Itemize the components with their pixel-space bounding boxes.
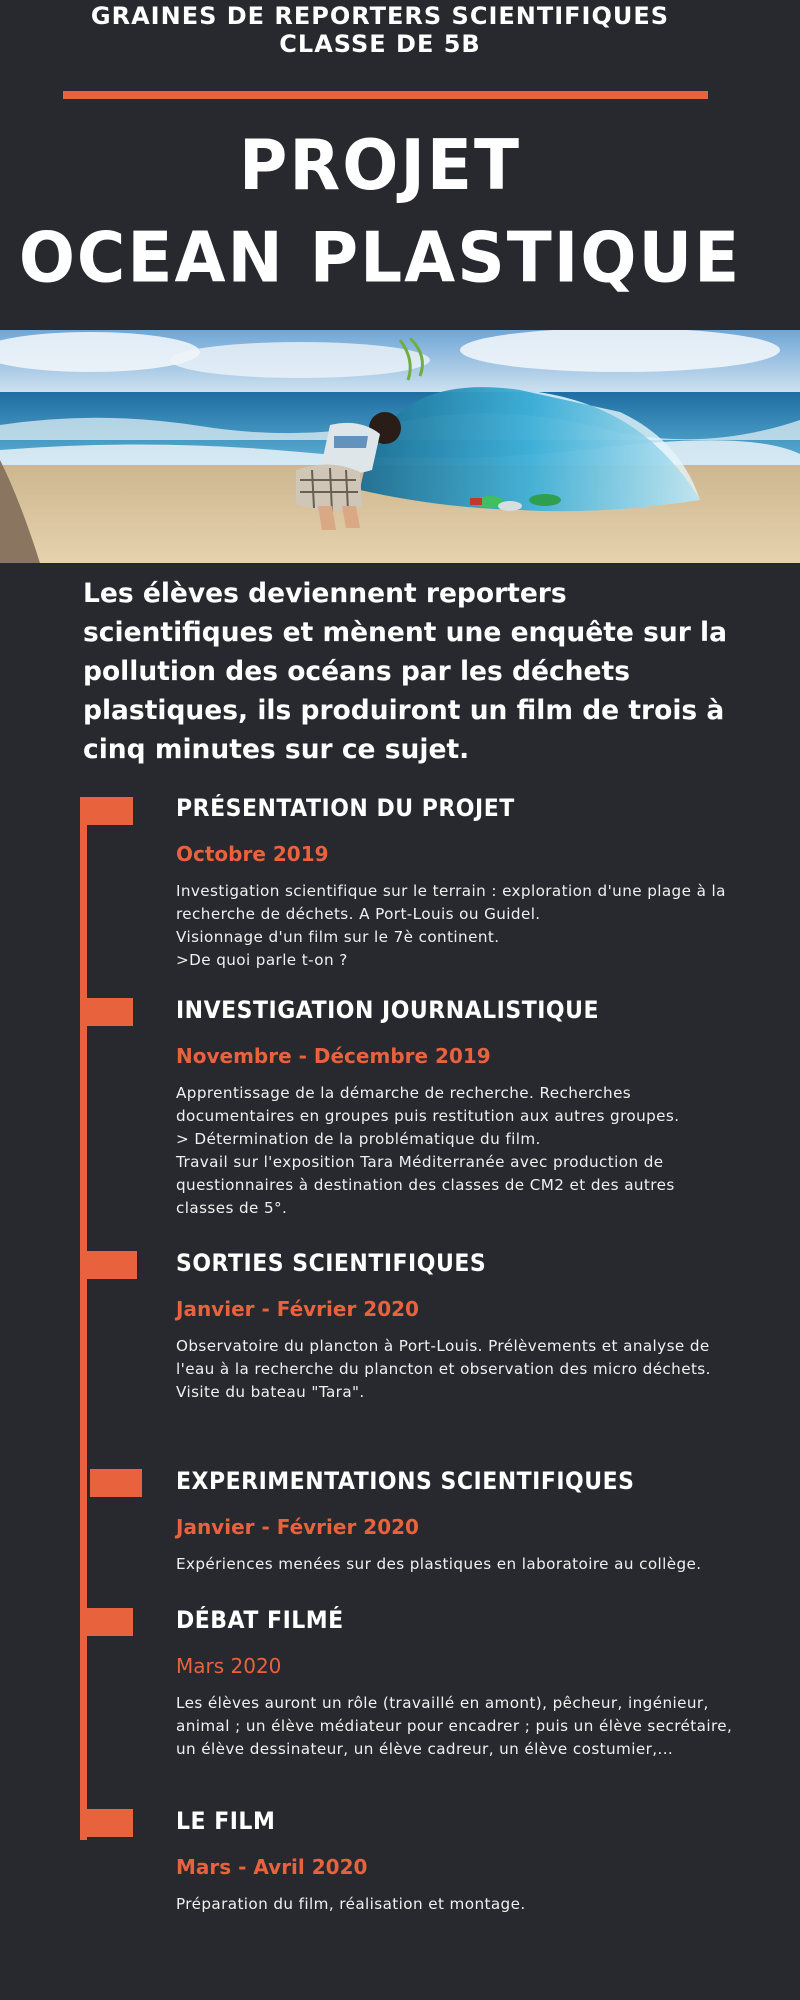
timeline-marker-3 (80, 1251, 137, 1279)
section-film (176, 1807, 736, 1916)
section-date: Mars 2020 (176, 1654, 282, 1678)
section-title: EXPERIMENTATIONS SCIENTIFIQUES (176, 1468, 635, 1496)
timeline-marker-1 (80, 797, 133, 825)
section-date: Janvier - Février 2020 (176, 1515, 419, 1539)
section-title: DÉBAT FILMÉ (176, 1607, 344, 1635)
section-line: > Détermination de la problématique du film. (176, 1130, 541, 1148)
section-date: Octobre 2019 (176, 842, 329, 866)
title-line-2: OCEAN PLASTIQUE (18, 217, 742, 299)
section-body (176, 1082, 736, 1220)
section-line: Expériences menées sur des plastiques en laboratoire au collège. (176, 1555, 702, 1573)
timeline-marker-5 (80, 1608, 133, 1636)
header (0, 0, 800, 330)
title-line-1: PROJET (239, 124, 521, 206)
section-title: INVESTIGATION JOURNALISTIQUE (176, 997, 599, 1025)
timeline-line (80, 800, 87, 1840)
project-title (0, 120, 760, 305)
section-line: Travail sur l'exposition Tara Méditerranée avec production de questionnaires à destination des classes de CM2 et des autres classes de 5°. (176, 1153, 675, 1217)
school-heading (0, 2, 760, 58)
section-date: Janvier - Février 2020 (176, 1297, 419, 1321)
section-title: PRÉSENTATION DU PROJET (176, 795, 515, 823)
timeline-marker-4 (90, 1469, 142, 1497)
school-line-1: GRAINES DE REPORTERS SCIENTIFIQUES (90, 2, 670, 30)
section-line: Visite du bateau "Tara". (176, 1383, 365, 1401)
section-line: Investigation scientifique sur le terrain : exploration d'une plage à la recherche de déchets. A Port-Louis ou Guidel. (176, 882, 726, 923)
ocean-banner-image (0, 330, 800, 563)
section-line: Les élèves auront un rôle (travaillé en amont), pêcheur, ingénieur, animal ; un élève médiateur pour encadrer ; puis un élève secrétaire, un élève dessinateur, un élève cadreur, un élève costumier,... (176, 1694, 733, 1758)
section-line: >De quoi parle t-on ? (176, 951, 348, 969)
section-date: Mars - Avril 2020 (176, 1855, 368, 1879)
section-line: Visionnage d'un film sur le 7è continent. (176, 928, 500, 946)
intro-paragraph: Les élèves deviennent reporters scientifiques et mènent une enquête sur la pollution des océans par les déchets plastiques, ils produiront un film de trois à cinq minutes sur ce sujet. (83, 578, 727, 765)
section-presentation (176, 794, 736, 972)
section-body (176, 1692, 736, 1761)
section-sorties (176, 1249, 736, 1404)
timeline-marker-6 (80, 1809, 133, 1837)
section-line: Observatoire du plancton à Port-Louis. Prélèvements et analyse de l'eau à la recherche du plancton et observation des micro déchets. (176, 1337, 711, 1378)
header-divider (63, 91, 708, 99)
section-line: Préparation du film, réalisation et montage. (176, 1895, 526, 1913)
timeline-marker-2 (80, 998, 133, 1026)
section-line: Apprentissage de la démarche de recherche. Recherches documentaires en groupes puis restitution aux autres groupes. (176, 1084, 680, 1125)
section-body (176, 880, 736, 972)
section-date: Novembre - Décembre 2019 (176, 1044, 491, 1068)
section-investigation (176, 996, 736, 1220)
school-line-2: CLASSE DE 5B (279, 30, 481, 58)
section-debat (176, 1606, 736, 1761)
section-title: LE FILM (176, 1808, 276, 1836)
section-body (176, 1893, 736, 1916)
section-body (176, 1335, 736, 1404)
section-experimentations (176, 1467, 736, 1576)
section-body (176, 1553, 736, 1576)
section-title: SORTIES SCIENTIFIQUES (176, 1250, 487, 1278)
beach-wave-illustration (0, 330, 800, 563)
